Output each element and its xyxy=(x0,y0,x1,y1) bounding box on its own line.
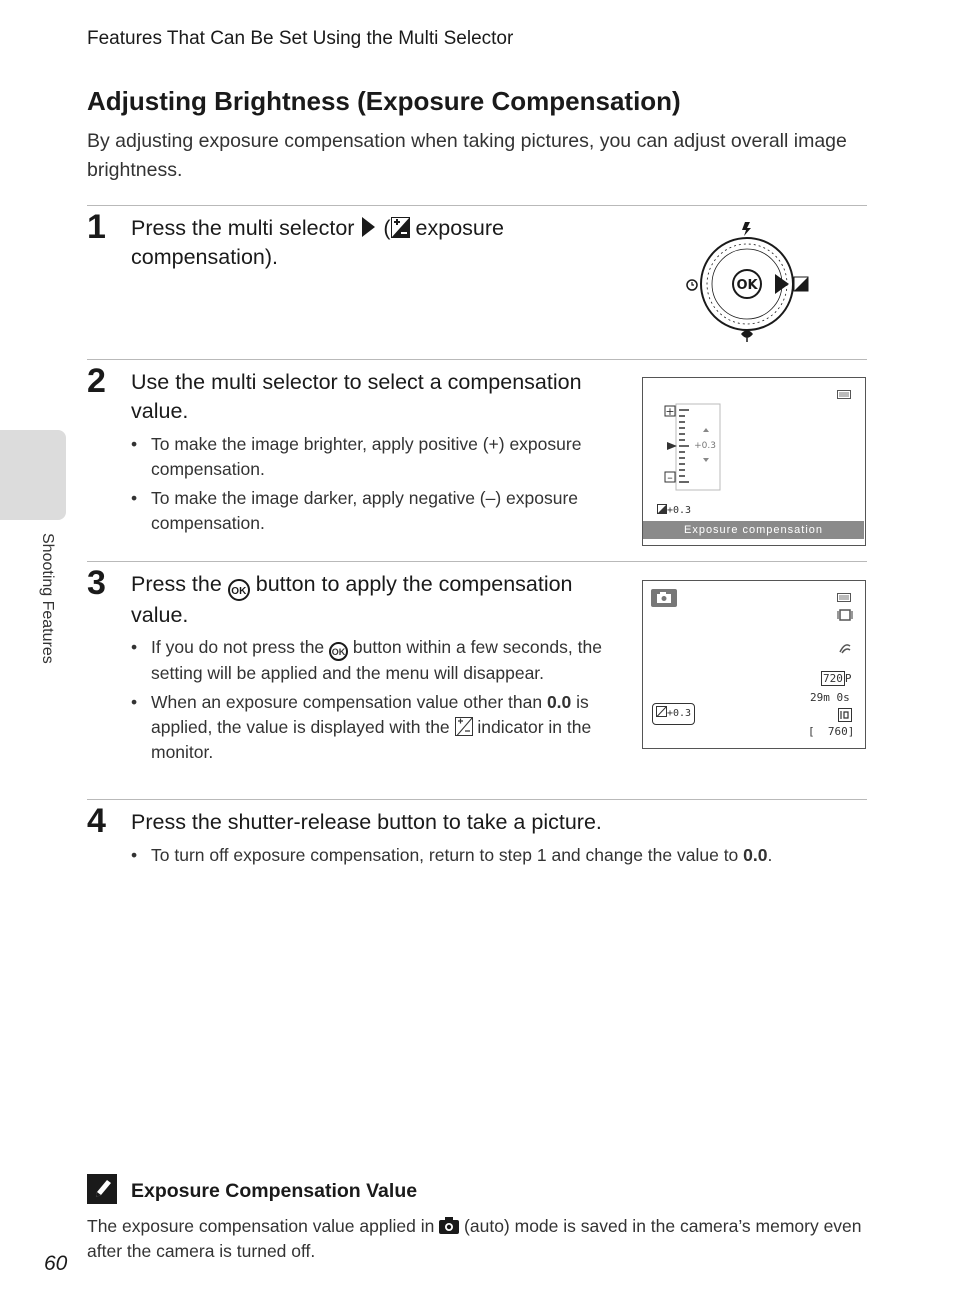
vibration-reduction-icon xyxy=(837,607,853,623)
step-2-number: 2 xyxy=(87,362,106,400)
multi-selector-right-icon xyxy=(362,217,375,237)
motion-detection-icon xyxy=(837,639,853,655)
recording-time: 29m 0s xyxy=(810,691,850,704)
exposure-compensation-icon xyxy=(391,217,410,238)
note-text: The exposure compensation value applied in xyxy=(87,1216,440,1236)
exposure-indicator-value: +0.3 xyxy=(667,505,692,516)
movie-mode-value: 720 xyxy=(823,672,843,685)
step-4-text: Press the shutter-release button to take a picture. xyxy=(131,810,602,834)
exposure-indicator xyxy=(657,504,691,516)
value-zero: 0.0 xyxy=(743,845,768,865)
step-2-text: Use the multi selector to select a compensation value. xyxy=(131,370,582,423)
ok-button-icon: OK xyxy=(228,579,250,601)
step-4-number: 4 xyxy=(87,802,106,840)
step-3-number: 3 xyxy=(87,564,106,602)
bullet-text: When an exposure compensation value other than xyxy=(151,692,547,712)
bullet-text: . xyxy=(767,845,773,865)
image-mode-icon xyxy=(838,708,852,722)
camera-icon xyxy=(439,1217,459,1234)
auto-mode-icon xyxy=(651,589,677,607)
list-item: • To make the image darker, apply negative (–) exposure compensation. xyxy=(131,486,621,536)
step-3-bullets xyxy=(131,635,621,769)
intro-paragraph: By adjusting exposure compensation when taking pictures, you can adjust overall image brightness. xyxy=(87,130,847,181)
step-3-text-b: button to apply the compensation value. xyxy=(131,572,573,627)
note-pencil-icon xyxy=(87,1174,117,1204)
battery-icon xyxy=(837,593,853,602)
exposure-scale xyxy=(663,402,723,494)
note-text: (auto) mode is saved in the camera’s memory even after the camera is turned off. xyxy=(87,1216,862,1261)
bullet-text: button within a few seconds, the setting will be applied and the menu will disappear. xyxy=(151,637,602,683)
step-divider xyxy=(87,205,867,206)
step-1-text-a: Press the multi selector xyxy=(131,216,361,240)
step-divider xyxy=(87,359,867,360)
value-zero: 0.0 xyxy=(546,692,572,712)
exposure-indicator xyxy=(652,703,695,725)
note-body xyxy=(87,1214,877,1264)
section-tab xyxy=(0,430,66,520)
minus-label: – xyxy=(667,471,673,484)
bullet-text: To turn off exposure compensation, return to step 1 and change the value to xyxy=(151,845,744,865)
step-divider xyxy=(87,799,867,800)
step-3-text xyxy=(131,570,611,630)
list-item xyxy=(131,635,621,686)
bullet-text: indicator in the monitor. xyxy=(151,717,592,762)
list-item: • To make the image brighter, apply positive (+) exposure compensation. xyxy=(131,432,621,482)
menu-caption: Exposure compensation xyxy=(643,521,864,539)
remaining-exposures: [ 760] xyxy=(808,725,855,738)
plus-label: + xyxy=(665,405,675,418)
step-divider xyxy=(87,561,867,562)
monitor-shooting-screen xyxy=(642,580,866,749)
list-item xyxy=(131,690,621,765)
multi-selector-diagram xyxy=(680,218,815,348)
scale-value: +0.3 xyxy=(694,441,716,451)
step-1-number: 1 xyxy=(87,208,106,246)
step-2-bullets xyxy=(131,432,621,540)
movie-mode-p: P xyxy=(844,672,852,685)
flash-icon xyxy=(742,222,751,236)
bullet-text: If you do not press the xyxy=(151,637,330,657)
step-3-text-a: Press the xyxy=(131,572,228,596)
running-head: Features That Can Be Set Using the Multi Selector xyxy=(87,28,514,49)
page-title: Adjusting Brightness (Exposure Compensation) xyxy=(87,86,681,116)
step-4-bullets xyxy=(131,843,871,872)
ok-button-label: OK xyxy=(736,278,758,293)
step-1-text xyxy=(131,214,581,272)
ok-button-icon: OK xyxy=(329,642,348,661)
step-1-text-c: exposure compensation). xyxy=(131,216,504,269)
note-title: Exposure Compensation Value xyxy=(131,1180,418,1202)
page-number: 60 xyxy=(44,1252,68,1275)
step-1-text-b: ( xyxy=(377,216,391,240)
macro-icon xyxy=(742,331,752,342)
exposure-small-icon xyxy=(656,706,667,717)
battery-icon xyxy=(837,390,853,399)
section-label: Shooting Features xyxy=(39,533,56,664)
exposure-indicator-icon xyxy=(455,717,473,736)
exposure-small-icon xyxy=(657,504,667,514)
monitor-exposure-menu xyxy=(642,377,866,546)
bullet-text: is applied, the value is displayed with the xyxy=(151,692,589,737)
list-item xyxy=(131,843,871,868)
movie-mode-indicator xyxy=(821,672,852,685)
exposure-indicator-value: +0.3 xyxy=(667,708,692,719)
